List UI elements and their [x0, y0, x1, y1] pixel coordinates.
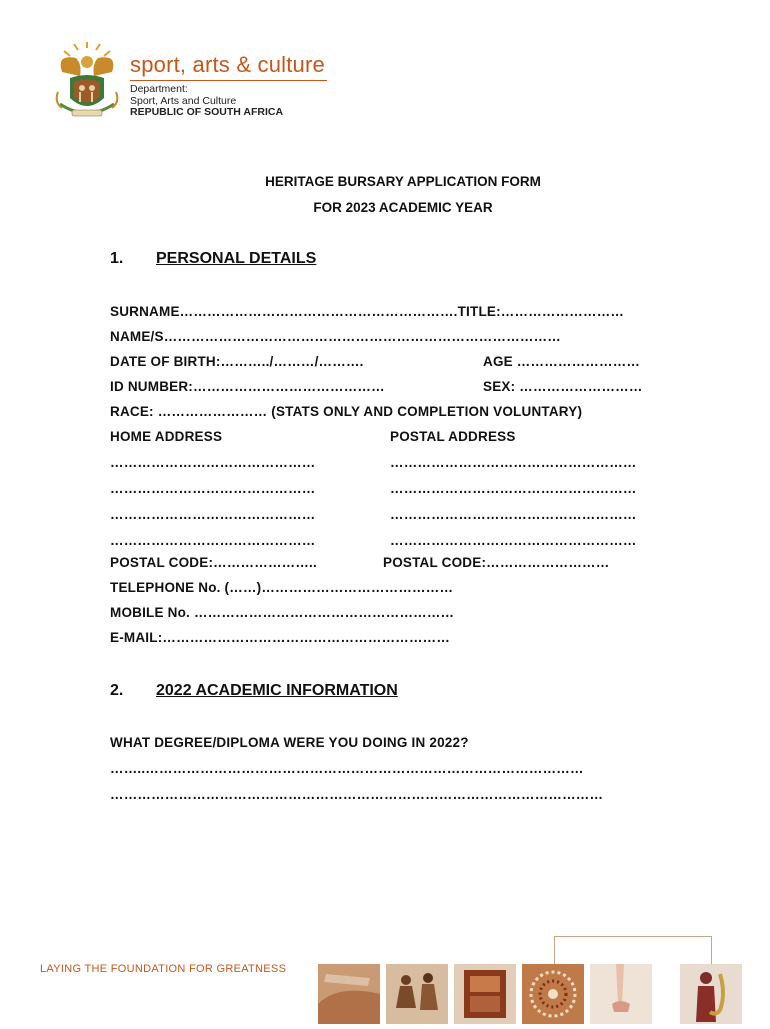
home-address-line[interactable]: ………………………………………: [110, 481, 316, 496]
department-label: Department:: [130, 83, 188, 95]
postal-address-line[interactable]: ………………………………………………: [390, 507, 637, 522]
footer-tagline: LAYING THE FOUNDATION FOR GREATNESS: [40, 963, 287, 975]
section2-number: 2.: [110, 682, 124, 699]
postal-address-label: POSTAL ADDRESS: [390, 429, 516, 444]
footer-photo-film: [454, 964, 516, 1024]
home-address-label: HOME ADDRESS: [110, 429, 223, 444]
home-postal-code-field[interactable]: POSTAL CODE:…………………..: [110, 555, 317, 570]
home-address-line[interactable]: ………………………………………: [110, 455, 316, 470]
brand-divider: [130, 80, 327, 81]
surname-title-field[interactable]: SURNAME…………………………………………………….TITLE:………………………: [110, 304, 625, 319]
race-field[interactable]: RACE: …………………… (STATS ONLY AND COMPLETION VOLUNTARY): [110, 404, 583, 419]
home-address-line[interactable]: ………………………………………: [110, 533, 316, 548]
sex-field[interactable]: SEX: ………………………: [483, 379, 643, 394]
telephone-field[interactable]: TELEPHONE No. (……)……………………………………: [110, 580, 454, 595]
section1-number: 1.: [110, 250, 124, 267]
id-number-field[interactable]: ID NUMBER:……………………………………: [110, 379, 385, 394]
age-field[interactable]: AGE ………………………: [483, 354, 641, 369]
degree-answer-line[interactable]: ……..……………………………………………………………………………………: [110, 761, 584, 776]
form-subtitle: FOR 2023 ACADEMIC YEAR: [313, 200, 493, 215]
postal-address-line[interactable]: ………………………………………………: [390, 481, 637, 496]
form-title: HERITAGE BURSARY APPLICATION FORM: [265, 174, 541, 189]
section1-heading: PERSONAL DETAILS: [156, 250, 317, 267]
degree-answer-line[interactable]: ………………………………………………………………………………………………: [110, 787, 604, 802]
date-of-birth-field[interactable]: DATE OF BIRTH:………../………/……….: [110, 354, 364, 369]
country-name: REPUBLIC OF SOUTH AFRICA: [130, 106, 284, 118]
footer-photo-craft: [318, 964, 380, 1024]
home-address-line[interactable]: ………………………………………: [110, 507, 316, 522]
mobile-field[interactable]: MOBILE No. …………………………………………………: [110, 605, 455, 620]
footer-photo-beadwork: [522, 964, 584, 1024]
postal-address-line[interactable]: ………………………………………………: [390, 533, 637, 548]
section2-heading: 2022 ACADEMIC INFORMATION: [156, 682, 398, 699]
degree-question: WHAT DEGREE/DIPLOMA WERE YOU DOING IN 2022?: [110, 735, 469, 750]
footer-photo-saxophone: [680, 964, 742, 1024]
footer-photo-dancers: [386, 964, 448, 1024]
names-field[interactable]: NAME/S……………………………………………………………………………: [110, 329, 562, 344]
coat-of-arms-logo: [52, 42, 122, 122]
postal-address-line[interactable]: ………………………………………………: [390, 455, 637, 470]
postal-postal-code-field[interactable]: POSTAL CODE:………………………: [383, 555, 610, 570]
email-field[interactable]: E-MAIL:………………………………………………………: [110, 630, 451, 645]
department-name: Sport, Arts and Culture: [130, 95, 237, 107]
brand-name: sport, arts & culture: [130, 52, 325, 77]
footer-photo-ballet: [590, 964, 652, 1024]
